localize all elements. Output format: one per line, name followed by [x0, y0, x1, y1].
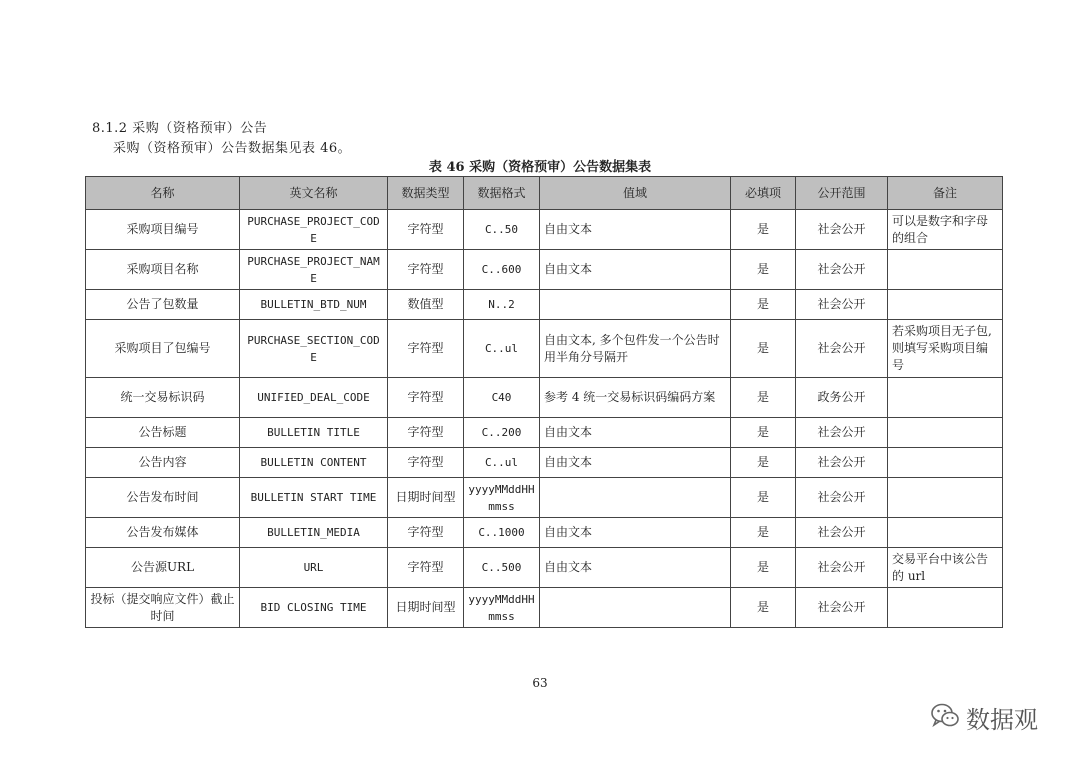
table-row: [86, 210, 1003, 250]
col-header-english-name: 英文名称: [240, 177, 388, 210]
cell-data-format: C..600: [464, 250, 540, 290]
cell-english-name: BULLETIN START TIME: [240, 478, 388, 518]
cell-value-domain: [540, 478, 731, 518]
cell-data-type: 字符型: [388, 418, 464, 448]
cell-english-name: UNIFIED_DEAL_CODE: [240, 378, 388, 418]
cell-required: 是: [731, 548, 796, 588]
cell-value-domain: 参考 4 统一交易标识码编码方案: [540, 378, 731, 418]
cell-name: 统一交易标识码: [86, 378, 240, 418]
cell-disclosure-scope: 社会公开: [796, 250, 888, 290]
cell-data-type: 字符型: [388, 250, 464, 290]
cell-remarks: 交易平台中该公告的 url: [888, 548, 1003, 588]
cell-remarks: [888, 478, 1003, 518]
col-header-name: 名称: [86, 177, 240, 210]
cell-english-name: BULLETIN CONTENT: [240, 448, 388, 478]
table-row: [86, 478, 1003, 518]
col-header-required: 必填项: [731, 177, 796, 210]
cell-english-name: PURCHASE_PROJECT_NAME: [240, 250, 388, 290]
table-row: [86, 290, 1003, 320]
cell-data-format: C..1000: [464, 518, 540, 548]
cell-remarks: [888, 518, 1003, 548]
cell-remarks: [888, 290, 1003, 320]
cell-english-name: BULLETIN_MEDIA: [240, 518, 388, 548]
cell-data-format: C..500: [464, 548, 540, 588]
cell-remarks: [888, 448, 1003, 478]
watermark: [930, 700, 1038, 735]
col-header-value-domain: 值域: [540, 177, 731, 210]
cell-required: 是: [731, 250, 796, 290]
cell-name: 公告源URL: [86, 548, 240, 588]
page-number: 63: [532, 676, 548, 690]
cell-value-domain: 自由文本: [540, 448, 731, 478]
cell-remarks: [888, 418, 1003, 448]
cell-disclosure-scope: 社会公开: [796, 548, 888, 588]
cell-english-name: PURCHASE_PROJECT_CODE: [240, 210, 388, 250]
cell-data-type: 数值型: [388, 290, 464, 320]
table-row: [86, 548, 1003, 588]
cell-remarks: [888, 250, 1003, 290]
cell-english-name: BID CLOSING TIME: [240, 588, 388, 628]
col-header-disclosure-scope: 公开范围: [796, 177, 888, 210]
cell-disclosure-scope: 社会公开: [796, 418, 888, 448]
cell-required: 是: [731, 588, 796, 628]
cell-english-name: BULLETIN TITLE: [240, 418, 388, 448]
cell-value-domain: [540, 290, 731, 320]
cell-english-name: PURCHASE_SECTION_CODE: [240, 320, 388, 378]
cell-required: 是: [731, 320, 796, 378]
cell-required: 是: [731, 378, 796, 418]
cell-disclosure-scope: 社会公开: [796, 320, 888, 378]
cell-required: 是: [731, 418, 796, 448]
cell-remarks: [888, 588, 1003, 628]
cell-data-type: 字符型: [388, 378, 464, 418]
col-header-data-format: 数据格式: [464, 177, 540, 210]
wechat-icon: [930, 702, 960, 734]
cell-value-domain: 自由文本, 多个包件发一个公告时用半角分号隔开: [540, 320, 731, 378]
cell-disclosure-scope: 社会公开: [796, 478, 888, 518]
cell-data-type: 字符型: [388, 210, 464, 250]
table-row: [86, 518, 1003, 548]
cell-disclosure-scope: 社会公开: [796, 588, 888, 628]
cell-value-domain: 自由文本: [540, 210, 731, 250]
table-row: [86, 250, 1003, 290]
cell-data-type: 日期时间型: [388, 478, 464, 518]
cell-name: 公告了包数量: [86, 290, 240, 320]
cell-value-domain: 自由文本: [540, 518, 731, 548]
table-row: [86, 418, 1003, 448]
cell-remarks: 若采购项目无子包, 则填写采购项目编号: [888, 320, 1003, 378]
cell-name: 采购项目了包编号: [86, 320, 240, 378]
cell-required: 是: [731, 290, 796, 320]
cell-name: 公告发布媒体: [86, 518, 240, 548]
cell-data-type: 字符型: [388, 548, 464, 588]
cell-data-format: C..50: [464, 210, 540, 250]
table-body: [86, 210, 1003, 628]
cell-value-domain: 自由文本: [540, 250, 731, 290]
watermark-text: 数据观: [966, 706, 1038, 734]
cell-required: 是: [731, 448, 796, 478]
cell-value-domain: 自由文本: [540, 418, 731, 448]
cell-disclosure-scope: 社会公开: [796, 210, 888, 250]
cell-data-type: 字符型: [388, 448, 464, 478]
cell-name: 投标（提交响应文件）截止时间: [86, 588, 240, 628]
table-row: [86, 320, 1003, 378]
cell-name: 采购项目编号: [86, 210, 240, 250]
cell-required: 是: [731, 478, 796, 518]
section-intro: 采购（资格预审）公告数据集见表 46。: [113, 141, 352, 156]
cell-data-format: C..ul: [464, 448, 540, 478]
cell-data-format: C40: [464, 378, 540, 418]
table-row: [86, 378, 1003, 418]
cell-value-domain: 自由文本: [540, 548, 731, 588]
cell-data-type: 字符型: [388, 518, 464, 548]
table-row: [86, 588, 1003, 628]
cell-disclosure-scope: 社会公开: [796, 518, 888, 548]
cell-data-type: 字符型: [388, 320, 464, 378]
dataset-table: [85, 176, 1003, 628]
table-row: [86, 448, 1003, 478]
cell-value-domain: [540, 588, 731, 628]
cell-name: 公告标题: [86, 418, 240, 448]
cell-data-format: C..ul: [464, 320, 540, 378]
col-header-remarks: 备注: [888, 177, 1003, 210]
cell-remarks: 可以是数字和字母的组合: [888, 210, 1003, 250]
cell-disclosure-scope: 政务公开: [796, 378, 888, 418]
cell-data-type: 日期时间型: [388, 588, 464, 628]
cell-english-name: URL: [240, 548, 388, 588]
cell-data-format: yyyyMMddHHmmss: [464, 588, 540, 628]
cell-data-format: N..2: [464, 290, 540, 320]
section-heading: 8.1.2 采购（资格预审）公告: [92, 121, 268, 136]
cell-remarks: [888, 378, 1003, 418]
col-header-data-type: 数据类型: [388, 177, 464, 210]
cell-disclosure-scope: 社会公开: [796, 290, 888, 320]
cell-required: 是: [731, 210, 796, 250]
cell-data-format: C..200: [464, 418, 540, 448]
cell-disclosure-scope: 社会公开: [796, 448, 888, 478]
cell-name: 公告内容: [86, 448, 240, 478]
cell-english-name: BULLETIN_BTD_NUM: [240, 290, 388, 320]
table-caption: 表 46 采购（资格预审）公告数据集表: [428, 160, 652, 175]
table-header-row: [86, 177, 1003, 210]
cell-data-format: yyyyMMddHHmmss: [464, 478, 540, 518]
cell-name: 采购项目名称: [86, 250, 240, 290]
cell-name: 公告发布时间: [86, 478, 240, 518]
cell-required: 是: [731, 518, 796, 548]
